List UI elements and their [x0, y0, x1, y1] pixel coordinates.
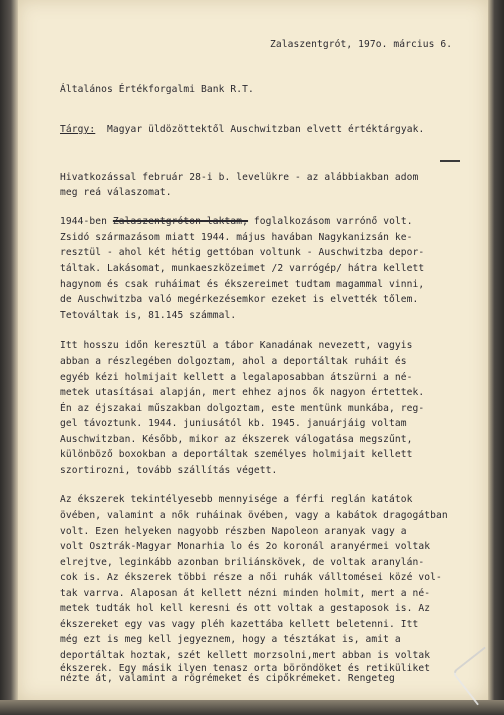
p3-line: még ezt is meg kell jegyeznem, hogy a tésztákat is, amit a	[60, 634, 401, 645]
p3-line: volt Osztrák-Magyar Monarhia lo és 2o koronál aranyérmei voltak	[60, 541, 431, 552]
p3-line: Az ékszerek tekintélyesebb mennyisége a férfi reglán katátok	[60, 494, 413, 505]
p2-line: metek utasításai alapján, mert ehhez ajnos ők nagyon értettek.	[60, 387, 425, 398]
p3-line: elrejtve, leginkább azonban briliánskövek, de voltak aranylán-	[60, 557, 425, 568]
p1-line-1-start: 1944-ben	[60, 216, 113, 227]
p2-line: különböző boxokban a deportáltak személyes holmijait kellett	[60, 449, 413, 460]
p3-line: volt. Ezen helyeken nagyobb részben Napoleon aranyak vagy a	[60, 526, 407, 537]
p1-line-1-end: foglalkozásom varrónő volt.	[248, 216, 413, 227]
p3-line: metek tudták hol kell keresni és ott voltak a gestaposok is. Az	[60, 603, 431, 614]
p1-line: Zsidó származásom miatt 1944. május havában Nagykanizsán ke-	[60, 232, 413, 243]
binder-edge-left	[0, 0, 18, 715]
p2-line: szortirozni, tovább szállítás végett.	[60, 465, 278, 476]
p1-line: Tetováltak is, 81.145 számmal.	[60, 310, 237, 321]
intro-line-1: Hivatkozással február 28-i b. levelükre - az alábbiakban adom	[60, 172, 419, 183]
subject-label: Tárgy:	[60, 124, 96, 135]
p2-line: Én az éjszakai műszakban dolgoztam, este mentünk munkába, reg-	[60, 403, 425, 414]
p2-line: egyéb kézi holmijait kellett a legalaposabban átszürni a né-	[60, 372, 413, 383]
p1-line: resztül - ahol két hétig gettóban voltunk - Auschwitzba depor-	[60, 247, 425, 258]
p2-line: gel távoztunk. 1944. juniusától kb. 1945. januárjáig voltam	[60, 418, 407, 429]
p3-line: övében, valamint a nők ruháinak övében, vagy a kabátok dragogátban	[60, 510, 448, 521]
p1-line: de Auschwitzba való megérkezésemkor ezeket is elvették tőlem.	[60, 294, 419, 305]
p3-line: deportáltak hoztak, szét kellett morzsolni,mert abban is voltak	[60, 650, 431, 661]
p3-line: ékszereket egy vas vagy pléh kazettába kellett beletenni. Itt	[60, 619, 419, 630]
place-date: Zalaszentgrót, 197o. március 6.	[270, 39, 453, 50]
p2-line: Auschwitzban. Később, mikor az ékszerek válogatása megszűnt,	[60, 434, 413, 445]
p2-line: abban a részlegében dolgoztam, ahol a deportáltak ruháit és	[60, 356, 407, 367]
subject-text: Magyar üldözöttektől Auschwitzban elvett értéktárgyak.	[107, 124, 425, 135]
p3-line: nézte át, valamint a rögrémeket és cipőkrémeket. Rengeteg	[60, 673, 395, 684]
subject-line	[60, 124, 424, 136]
p3-line: cok is. Az ékszerek többi része a női ruhák válltomései közé vol-	[60, 572, 442, 583]
page-edge-right	[488, 0, 504, 715]
p2-line: Itt hosszu időn keresztül a tábor Kanadának nevezett, vagyis	[60, 340, 413, 351]
struck-text: Zalaszentgróton laktam,	[112, 216, 249, 227]
p3-line: ékszerek. Egy másik ilyen tenasz orta böröndöket és retiküliket	[60, 663, 431, 674]
addressee: Általános Értékforgalmi Bank R.T.	[60, 84, 254, 95]
p1-line-1	[60, 216, 413, 228]
intro-line-2: meg reá válaszomat.	[60, 187, 172, 198]
pen-mark	[440, 160, 460, 162]
page-edge-bottom	[0, 700, 504, 715]
p3-line: tak varrva. Alaposan át kellett nézni minden holmit, mert a né-	[60, 588, 431, 599]
p1-line: táltak. Lakásomat, munkaeszközeimet /2 varrógép/ hátra kellett	[60, 263, 425, 274]
p1-line: hagynom és csak ruháimat és ékszereimet tudtam magammal vinni,	[60, 279, 425, 290]
